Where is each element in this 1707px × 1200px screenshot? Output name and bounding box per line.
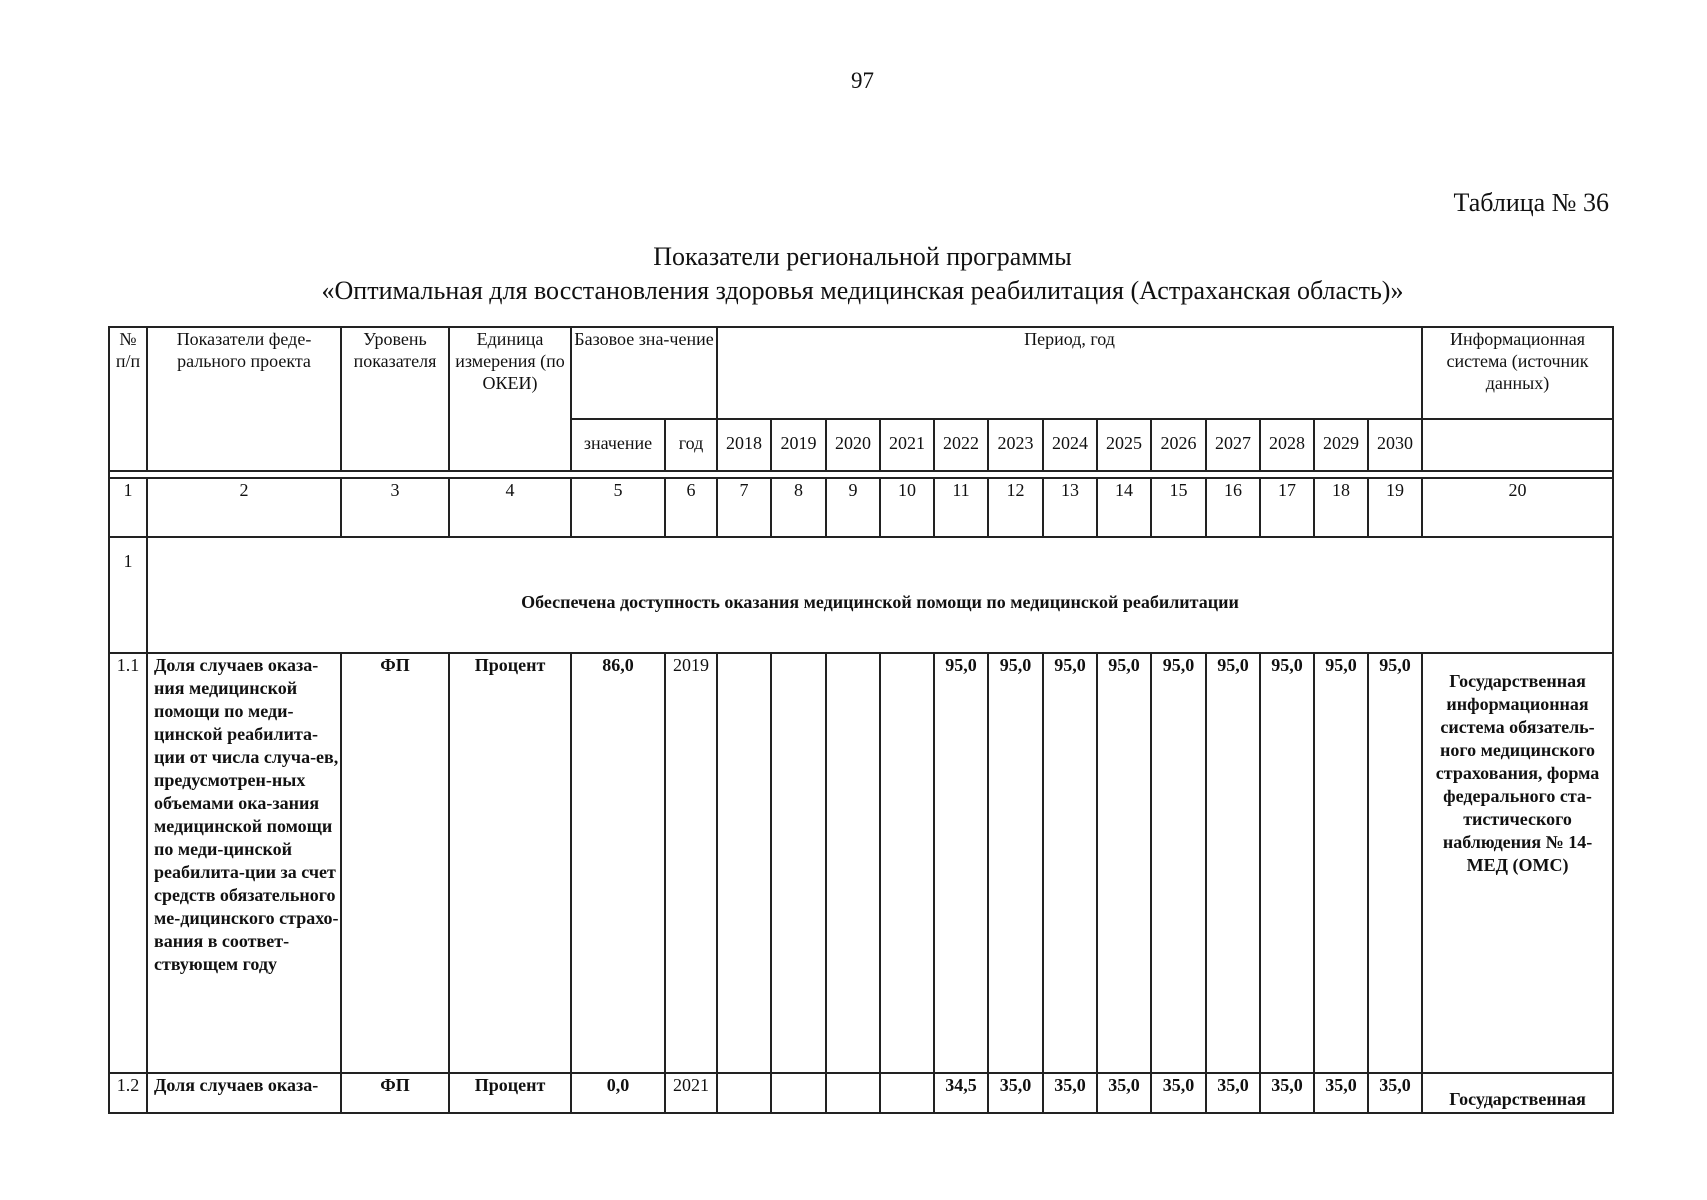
header-info: Информационная система (источник данных)	[1422, 327, 1613, 419]
row-value: 95,0	[1206, 653, 1260, 1073]
column-number: 1	[109, 478, 147, 537]
row-value: 95,0	[1043, 653, 1097, 1073]
row-value: 35,0	[1206, 1073, 1260, 1113]
row-value	[717, 1073, 771, 1113]
row-base-value: 0,0	[571, 1073, 665, 1113]
row-value: 95,0	[1314, 653, 1368, 1073]
indicators-table	[108, 326, 1614, 1114]
row-value	[826, 1073, 880, 1113]
header-year-col: 2018	[717, 419, 771, 471]
column-number: 2	[147, 478, 341, 537]
row-value: 34,5	[934, 1073, 988, 1113]
row-number: 1.1	[109, 653, 147, 1073]
column-number: 12	[988, 478, 1043, 537]
column-number: 3	[341, 478, 449, 537]
row-value	[717, 653, 771, 1073]
header-indicator: Показатели феде-рального проекта	[147, 327, 341, 471]
column-number: 6	[665, 478, 717, 537]
row-value	[880, 653, 934, 1073]
header-period: Период, год	[717, 327, 1422, 419]
section-title: Обеспечена доступность оказания медицинской помощи по медицинской реабилитации	[147, 537, 1613, 653]
row-info-source: Государственная	[1422, 1073, 1613, 1113]
header-year-col: 2026	[1151, 419, 1206, 471]
row-value: 95,0	[1368, 653, 1422, 1073]
row-indicator: Доля случаев оказа-ния медицинской помощи по меди-цинской реабилита-ции от числа случа-ев, предусмотрен-ных объемами ока-зания медицинской помощи по меди-цинской реабилита-ции за счет средств обязательного ме-дицинского страхо-вания в соответ-ствующем году	[147, 653, 341, 1073]
column-number: 14	[1097, 478, 1151, 537]
row-base-year: 2021	[665, 1073, 717, 1113]
column-number: 8	[771, 478, 826, 537]
header-unit: Единица измерения (по ОКЕИ)	[449, 327, 571, 471]
row-info-source: Государственная информационная система обязатель-ного медицинского страхования, форма федерального ста-тистического наблюдения № 14-МЕД (ОМС)	[1422, 653, 1613, 1073]
row-base-value: 86,0	[571, 653, 665, 1073]
table-row	[109, 653, 1613, 1073]
table-number: Таблица № 36	[1453, 188, 1609, 217]
column-number: 17	[1260, 478, 1314, 537]
column-number: 10	[880, 478, 934, 537]
header-year-col: 2025	[1097, 419, 1151, 471]
page-number: 97	[851, 68, 874, 93]
row-value	[771, 653, 826, 1073]
header-level: Уровень показателя	[341, 327, 449, 471]
column-number: 11	[934, 478, 988, 537]
row-value: 35,0	[1043, 1073, 1097, 1113]
header-year-col: 2019	[771, 419, 826, 471]
column-number: 19	[1368, 478, 1422, 537]
column-number: 7	[717, 478, 771, 537]
row-unit: Процент	[449, 653, 571, 1073]
row-value: 35,0	[988, 1073, 1043, 1113]
table-row	[109, 1073, 1613, 1113]
header-year-col: 2021	[880, 419, 934, 471]
header-year-col: 2028	[1260, 419, 1314, 471]
row-value: 35,0	[1151, 1073, 1206, 1113]
row-unit: Процент	[449, 1073, 571, 1113]
header-year-col: 2020	[826, 419, 880, 471]
header-year-col: 2030	[1368, 419, 1422, 471]
header-value: значение	[571, 419, 665, 471]
header-year-col: 2022	[934, 419, 988, 471]
row-value: 95,0	[988, 653, 1043, 1073]
row-value: 95,0	[934, 653, 988, 1073]
title-line-2: «Оптимальная для восстановления здоровья медицинская реабилитация (Астраханская область)»	[321, 276, 1404, 305]
header-year-col: 2029	[1314, 419, 1368, 471]
title-line-1: Показатели региональной программы	[653, 242, 1072, 271]
row-number: 1.2	[109, 1073, 147, 1113]
row-level: ФП	[341, 1073, 449, 1113]
header-info-blank	[1422, 419, 1613, 471]
row-value	[771, 1073, 826, 1113]
row-value: 35,0	[1097, 1073, 1151, 1113]
header-year: год	[665, 419, 717, 471]
row-indicator: Доля случаев оказа-	[147, 1073, 341, 1113]
row-value: 35,0	[1314, 1073, 1368, 1113]
column-number: 16	[1206, 478, 1260, 537]
document-title	[0, 240, 1707, 308]
header-year-col: 2023	[988, 419, 1043, 471]
header-year-col: 2024	[1043, 419, 1097, 471]
column-number: 15	[1151, 478, 1206, 537]
row-value	[826, 653, 880, 1073]
column-number: 13	[1043, 478, 1097, 537]
column-number: 20	[1422, 478, 1613, 537]
section-number: 1	[109, 537, 147, 653]
row-value: 35,0	[1368, 1073, 1422, 1113]
row-value: 95,0	[1151, 653, 1206, 1073]
header-year-col: 2027	[1206, 419, 1260, 471]
header-base: Базовое зна-чение	[571, 327, 717, 419]
column-number: 5	[571, 478, 665, 537]
row-level: ФП	[341, 653, 449, 1073]
row-value: 35,0	[1260, 1073, 1314, 1113]
header-num: № п/п	[109, 327, 147, 471]
row-value: 95,0	[1097, 653, 1151, 1073]
column-number: 9	[826, 478, 880, 537]
column-number: 18	[1314, 478, 1368, 537]
row-value	[880, 1073, 934, 1113]
column-number: 4	[449, 478, 571, 537]
row-base-year: 2019	[665, 653, 717, 1073]
row-value: 95,0	[1260, 653, 1314, 1073]
